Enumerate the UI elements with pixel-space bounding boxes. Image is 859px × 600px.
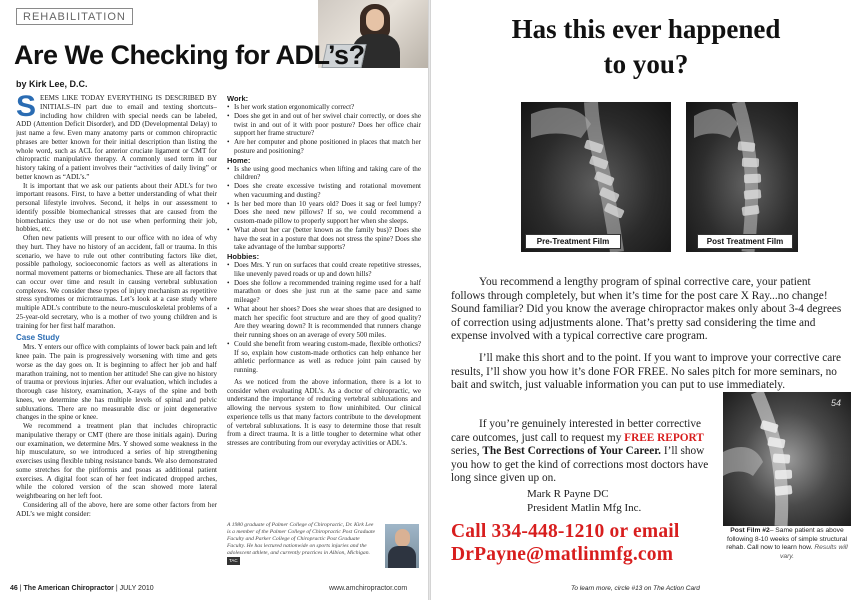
list-item: • What about her shoes? Does she wear shoes that are designed to match her specific foot structure and are they of good quality? Are they wearing down? It is recommended that runners change their running shoes on an average of every 500 miles. xyxy=(227,305,421,340)
magazine-url[interactable]: www.amchiropractor.com xyxy=(329,585,408,592)
home-heading: Home: xyxy=(227,155,251,165)
list-item: • Does Mrs. Y run on surfaces that could create repetitive stresses, like unevenly paved roads or up and down hills? xyxy=(227,261,421,279)
post-film-caption: Post Film #2– Same patient as above following 8-10 weeks of simple structural rehab. Call now to learn how. Results will vary. xyxy=(726,527,848,560)
drop-cap: S xyxy=(16,94,37,123)
paragraph: Considering all of the above, here are some other factors from her ADL’s we might consider: xyxy=(16,500,217,518)
signature-title: President Matlin Mfg Inc. xyxy=(527,501,642,514)
list-item: • Does she get in and out of her swivel chair correctly, or does she twist in and out of it with poor posture? Does her office chair support her frame structure? xyxy=(227,112,421,138)
pre-treatment-label: Pre-Treatment Film xyxy=(525,234,621,249)
footer-separator: | xyxy=(115,585,118,592)
paragraph: It is important that we ask our patients about their ADL’s for two important reasons. First, to have a better understanding of what their personal lifestyle involves. Second, it helps in our assessment to identify possible biomechanical stresses that are caused from the biomechanics they use or do not use when performing their job, hobbies, etc. xyxy=(16,181,217,234)
paragraph: Often new patients will present to our office with no idea of why they hurt. They have no history of an accident, fall or trauma. In this scenario, we have to rule out other contributing factors like diet, possible pathology, socioeconomic factors as well as alterations in normal movement patterns or biomechanics. These are all factors that can occur over time and result in causing vertebral subluxation complexes. We consider these types of injury mechanism as repetitive stress syndromes or microtraumas. Let’s look at a case study where multiple ADL’s contribute to the neuro-musculoskeletal problems of a 25-year-old secretary, who is a mother of two young children and is training for her first half marathon. xyxy=(16,234,217,330)
list-item: • What about her car (better known as the family bus)? Does she have the seat in a posture that does not stress the spine? Does she take advantage of the lumbar supports? xyxy=(227,226,421,252)
magazine-name: The American Chiropractor xyxy=(23,585,114,592)
free-report-highlight: FREE REPORT xyxy=(624,431,704,444)
right-page-ad xyxy=(431,0,859,600)
issue-date: JULY 2010 xyxy=(119,585,154,592)
left-page xyxy=(0,0,429,600)
spine-illustration-icon xyxy=(686,102,798,252)
post-treatment-xray-image xyxy=(686,102,798,252)
signature-block xyxy=(527,488,641,516)
hobbies-heading: Hobbies: xyxy=(227,252,260,261)
cta-email-link[interactable]: DrPayne@matlinmfg.com xyxy=(451,544,674,565)
list-item: • Could she benefit from wearing custom-made, flexible orthotics? If so, explain how custom-made orthotics can help enhance her athletic performance as well as reduce joint pain caused by running. xyxy=(227,340,421,375)
film-marker: 54 xyxy=(830,398,841,408)
article-column-1 xyxy=(16,94,217,580)
bio-text: A 1980 graduate of Palmer College of Chiropractic, Dr. Kirk Lee is a member of the Palmer College of Chiropractic Post Graduate Faculty and Parker College of Chiropractic Post Graduate Faculty. He has lectured nationwide on sports injuries and the adolescent athlete, and currently practices in Albion, Michigan. TAC xyxy=(227,522,376,564)
tac-badge: TAC xyxy=(229,558,238,564)
list-item: • Is she using good mechanics when lifting and taking care of the children? xyxy=(227,165,421,183)
ad-headline: Has this ever happened to you? xyxy=(511,14,781,79)
hobbies-list xyxy=(227,261,421,375)
report-series-title: The Best Corrections of Your Career. xyxy=(482,445,662,458)
post-film-2-xray-image xyxy=(723,392,851,526)
list-item: • Is her work station ergonomically correct? xyxy=(227,103,421,112)
page-number: 46 xyxy=(10,585,18,592)
byline: by Kirk Lee, D.C. xyxy=(16,79,88,89)
cta-phone[interactable]: Call 334-448-1210 or email xyxy=(451,521,680,542)
article-headline: Are We Checking for ADL’s? xyxy=(14,40,365,70)
spine-illustration-icon xyxy=(521,102,671,252)
footer-separator: | xyxy=(19,585,22,592)
spine-illustration-icon xyxy=(723,392,851,526)
paragraph: Mrs. Y enters our office with complaints of lower back pain and left knee pain. The pain is progressively worsening with time and gets worse as the day goes on. It is beginning to affect her job and half marathon training, not to mention her attitude! She can give no history of trauma or previous injuries. After our evaluation, which includes a thorough case history, examination, X-rays of the spine and both knees, we determine she has multiple levels of spinal and pelvic subluxations. There are no measurable disc or joint degenerative changes in the spine or knee. xyxy=(16,343,217,422)
home-list xyxy=(227,165,421,253)
paragraph: We recommend a treatment plan that includes chiropractic manipulative therapy or CMT (there are those initials again). During our examination, we determine Mrs. Y showed some weakness in the hip musculature, so we introduced a series of hip strengthening exercises using flexible tubing resistance bands. We also demonstrated some stretches for the piriformis and psoas as additional patient exercises. A digital foot scan of her feet indicated dropped arches, while the colored version of the scan showed more lateral weightbearing on her left foot. xyxy=(16,422,217,500)
paragraph: SEEMS LIKE TODAY EVERYTHING IS DESCRIBED BY INITIALS–IN part due to email and texting shortcuts–including how children with special needs can be labeled, ADD (Attention Deficit Disorder), and DD (Developmental Delay) to just name a few. Even many anatomy parts or common chiropractic phrases are better known for their initial description than listing the whole word, such as ACL for anterior cruciate ligament or CMT for chiropractic manipulative therapy. A commonly used term in our history taking of a patient involves their “activities of daily living” or better known as “ADL’s.” xyxy=(16,94,217,181)
ad-paragraph-2: I’ll make this short and to the point. If you want to improve your corrective care results, I’ll show you how it’s done FOR FREE. No sales pitch for more seminars, no bait and switch, just valuable information you can put to use immediately. xyxy=(451,352,842,392)
paragraph: As we noticed from the above information, there is a lot to consider when evaluating ADL’s. As a doctor of chiropractic, we understand the importance of reducing vertebral subluxations and allowing the nervous system to flow uninhibited. Our clinical experience tells us that many factors contribute to the development of vertebral subluxations. It is easy to determine those that result from a direct trauma. It is a little tougher to determine what other stresses are contributing from our everyday activities or ADL’s. xyxy=(227,377,421,447)
list-item: • Are her computer and phone positioned in places that match her posture and positioning? xyxy=(227,138,421,156)
article-column-2 xyxy=(227,94,421,520)
case-study-subhead: Case Study xyxy=(16,333,60,343)
section-tag: REHABILITATION xyxy=(16,8,133,25)
work-heading: Work: xyxy=(227,94,249,103)
author-headshot xyxy=(385,524,419,568)
ad-paragraph-1: You recommend a lengthy program of spinal corrective care, your patient follows through completely, but when it’s time for the post care X Ray...no change! Sound familiar? Did you know the average chiropractor makes only about 3-4 degrees of correction using adjustments alone. That’s pretty sad considering the time and expense involved with a typical corrective care program. xyxy=(451,276,842,343)
author-bio xyxy=(227,522,421,576)
page-footer xyxy=(10,585,154,592)
list-item: • Is her bed more than 10 years old? Does it sag or feel lumpy? Does she need new pillows? If so, we could recommend a custom-made pillow to properly support her when she sleeps. xyxy=(227,200,421,226)
pre-treatment-xray-image xyxy=(521,102,671,252)
list-item: • Does she create excessive twisting and rotational movement when vacuuming and dusting? xyxy=(227,182,421,200)
ad-paragraph-3: If you’re genuinely interested in better corrective care outcomes, just call to request my FREE REPORT series, The Best Corrections of Your Career. I’ll show you how to get the kind of corrections most doctors have long since given up on. xyxy=(451,418,709,485)
work-list xyxy=(227,103,421,156)
signature-name: Mark R Payne DC xyxy=(527,488,609,500)
post-treatment-label: Post Treatment Film xyxy=(697,234,793,249)
list-item: • Does she follow a recommended training regime used for a half marathon or does she just run at the same pace and same mileage? xyxy=(227,279,421,305)
action-card-footer: To learn more, circle #13 on The Action Card xyxy=(571,585,700,592)
